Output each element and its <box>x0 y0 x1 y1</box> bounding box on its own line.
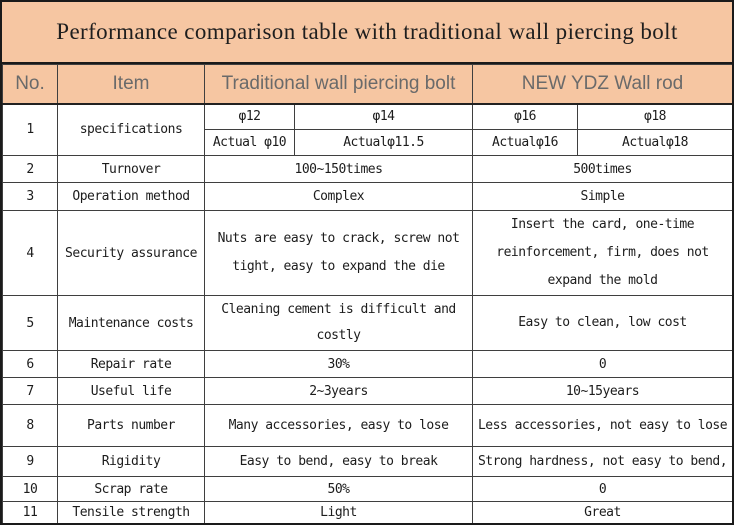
row-traditional-value: 30% <box>205 351 473 378</box>
row-item: Useful life <box>58 378 205 405</box>
header-no: No. <box>3 65 58 104</box>
header-item: Item <box>58 65 205 104</box>
row-no: 10 <box>3 477 58 502</box>
row-new-value: Insert the card, one-time reinforcement, firm, does not expand the mold <box>473 211 733 296</box>
row-item: Maintenance costs <box>58 296 205 351</box>
row-item: Repair rate <box>58 351 205 378</box>
row-new-value: 0 <box>473 477 733 502</box>
row-no: 8 <box>3 405 58 447</box>
row-traditional-value: Light <box>205 502 473 524</box>
spec-size-phi18: φ18 <box>578 104 733 130</box>
table-row-maintenance-costs <box>3 296 733 351</box>
spec-row-no: 1 <box>3 104 58 156</box>
spec-actual-phi11-5: Actualφ11.5 <box>295 130 473 156</box>
page-title: Performance comparison table with traditional wall piercing bolt <box>2 2 732 64</box>
row-no: 4 <box>3 211 58 296</box>
row-item: Security assurance <box>58 211 205 296</box>
row-new-value: Simple <box>473 183 733 211</box>
table-header-row <box>3 65 733 104</box>
row-traditional-value: 50% <box>205 477 473 502</box>
row-new-value: Great <box>473 502 733 524</box>
header-traditional: Traditional wall piercing bolt <box>205 65 473 104</box>
row-no: 2 <box>3 156 58 183</box>
row-traditional-value: 100~150times <box>205 156 473 183</box>
spec-actual-phi16: Actualφ16 <box>473 130 578 156</box>
row-new-value: Easy to clean, low cost <box>473 296 733 351</box>
row-new-value: Less accessories, not easy to lose <box>473 405 733 447</box>
row-new-value: 0 <box>473 351 733 378</box>
table-row-security-assurance <box>3 211 733 296</box>
spec-actual-phi18: Actualφ18 <box>578 130 733 156</box>
table-row-turnover <box>3 156 733 183</box>
row-traditional-value: Many accessories, easy to lose <box>205 405 473 447</box>
table-row-scrap-rate <box>3 477 733 502</box>
row-traditional-value: Easy to bend, easy to break <box>205 447 473 477</box>
row-no: 11 <box>3 502 58 524</box>
table-row-parts-number <box>3 405 733 447</box>
row-no: 3 <box>3 183 58 211</box>
row-traditional-value: Complex <box>205 183 473 211</box>
row-traditional-value: Nuts are easy to crack, screw not tight, easy to expand the die <box>205 211 473 296</box>
table-row-repair-rate <box>3 351 733 378</box>
row-traditional-value: 2~3years <box>205 378 473 405</box>
table-row-useful-life <box>3 378 733 405</box>
spec-row-item: specifications <box>58 104 205 156</box>
comparison-table <box>2 64 733 524</box>
row-item: Turnover <box>58 156 205 183</box>
spec-row-sizes <box>3 104 733 130</box>
row-new-value: Strong hardness, not easy to bend, <box>473 447 733 477</box>
table-row-operation-method <box>3 183 733 211</box>
table-row-tensile-strength <box>3 502 733 524</box>
spec-size-phi14: φ14 <box>295 104 473 130</box>
row-item: Parts number <box>58 405 205 447</box>
spec-size-phi12: φ12 <box>205 104 295 130</box>
row-item: Tensile strength <box>58 502 205 524</box>
table-row-rigidity <box>3 447 733 477</box>
row-traditional-value: Cleaning cement is difficult and costly <box>205 296 473 351</box>
row-no: 7 <box>3 378 58 405</box>
row-new-value: 10~15years <box>473 378 733 405</box>
row-new-value: 500times <box>473 156 733 183</box>
spec-actual-phi10: Actual φ10 <box>205 130 295 156</box>
spec-size-phi16: φ16 <box>473 104 578 130</box>
row-item: Operation method <box>58 183 205 211</box>
row-no: 6 <box>3 351 58 378</box>
row-item: Scrap rate <box>58 477 205 502</box>
row-no: 9 <box>3 447 58 477</box>
row-item: Rigidity <box>58 447 205 477</box>
row-no: 5 <box>3 296 58 351</box>
header-new-ydz: NEW YDZ Wall rod <box>473 65 733 104</box>
